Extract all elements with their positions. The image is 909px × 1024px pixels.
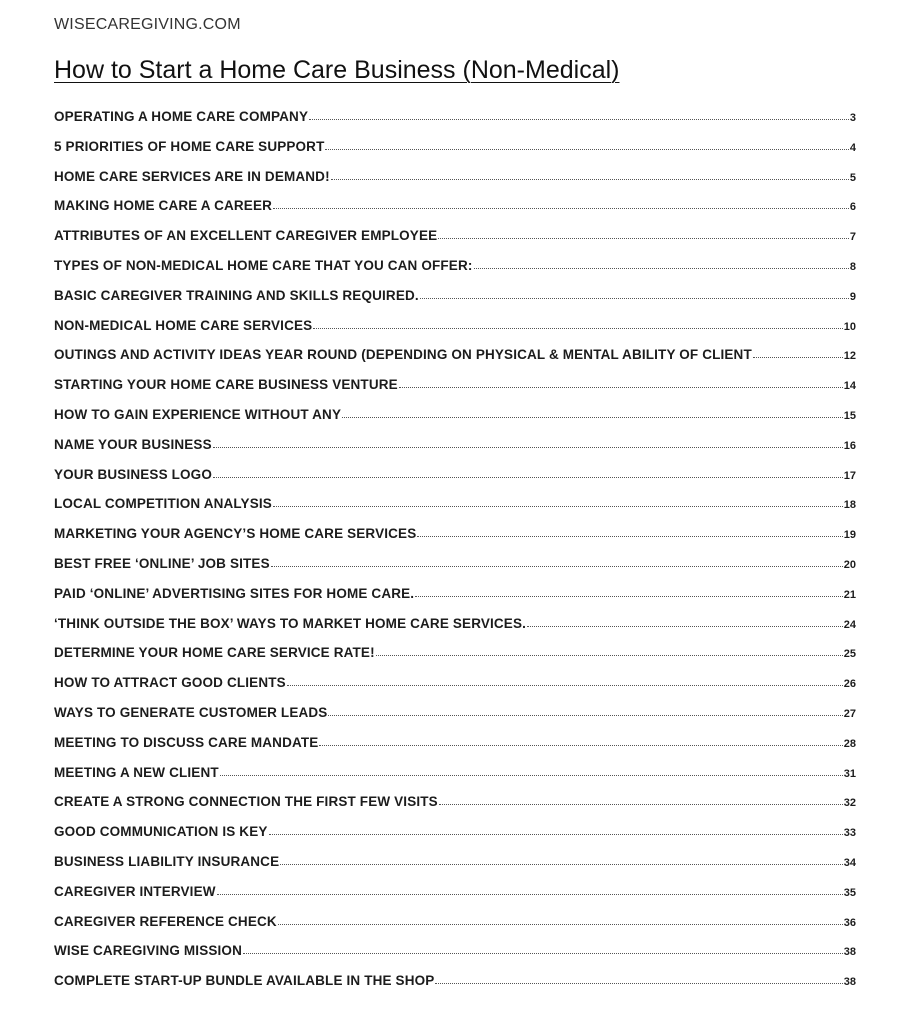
toc-entry-label: MAKING HOME CARE A CAREER [54, 198, 273, 214]
toc-entry[interactable] [54, 526, 856, 556]
toc-entry-label: CAREGIVER INTERVIEW [54, 883, 216, 899]
toc-entry[interactable] [54, 884, 856, 914]
toc-page-number: 26 [843, 678, 856, 691]
toc-entry-label: ‘THINK OUTSIDE THE BOX’ WAYS TO MARKET HOME CARE SERVICES. [54, 615, 527, 631]
toc-entry[interactable] [54, 794, 856, 824]
toc-entry-label: STARTING YOUR HOME CARE BUSINESS VENTURE [54, 377, 398, 393]
toc-page-number: 33 [843, 827, 856, 840]
site-name: WISECAREGIVING.COM [54, 16, 241, 33]
toc-dot-leader [243, 953, 843, 954]
toc-dot-leader [328, 715, 842, 716]
toc-page-number: 25 [843, 648, 856, 661]
toc-dot-leader [319, 745, 842, 746]
toc-dot-leader [269, 834, 843, 835]
toc-dot-leader [342, 417, 843, 418]
toc-entry-label: MARKETING YOUR AGENCY’S HOME CARE SERVICES [54, 526, 417, 542]
toc-entry[interactable] [54, 824, 856, 854]
toc-entry-label: BUSINESS LIABILITY INSURANCE [54, 853, 280, 869]
toc-dot-leader [399, 387, 843, 388]
toc-page-number: 36 [843, 916, 856, 929]
toc-entry-label: GOOD COMMUNICATION IS KEY [54, 824, 268, 840]
document-title: How to Start a Home Care Business (Non-Medical) [54, 56, 620, 84]
toc-dot-leader [220, 775, 843, 776]
toc-entry[interactable] [54, 288, 856, 318]
toc-dot-leader [435, 983, 842, 984]
toc-entry[interactable] [54, 437, 856, 467]
toc-entry-label: BASIC CAREGIVER TRAINING AND SKILLS REQUIRED. [54, 287, 419, 303]
toc-page-number: 28 [843, 737, 856, 750]
toc-entry-label: PAID ‘ONLINE’ ADVERTISING SITES FOR HOME CARE. [54, 585, 415, 601]
toc-dot-leader [376, 655, 843, 656]
toc-entry-label: OUTINGS AND ACTIVITY IDEAS YEAR ROUND (DEPENDING ON PHYSICAL & MENTAL ABILITY OF CLIENT [54, 347, 752, 363]
toc-page-number: 4 [849, 141, 856, 154]
toc-dot-leader [325, 149, 848, 150]
toc-page-number: 7 [849, 231, 856, 244]
toc-dot-leader [273, 506, 843, 507]
toc-entry-label: COMPLETE START-UP BUNDLE AVAILABLE IN THE SHOP [54, 973, 435, 989]
toc-entry-label: NON-MEDICAL HOME CARE SERVICES [54, 317, 313, 333]
toc-entry[interactable] [54, 228, 856, 258]
toc-entry-label: YOUR BUSINESS LOGO [54, 466, 212, 482]
toc-entry[interactable] [54, 735, 856, 765]
toc-dot-leader [278, 924, 843, 925]
toc-entry[interactable] [54, 616, 856, 646]
toc-entry-label: HOW TO GAIN EXPERIENCE WITHOUT ANY [54, 406, 342, 422]
toc-page-number: 31 [843, 767, 856, 780]
toc-page-number: 38 [843, 946, 856, 959]
toc-dot-leader [474, 268, 849, 269]
toc-dot-leader [331, 179, 849, 180]
toc-dot-leader [420, 298, 849, 299]
toc-dot-leader [273, 208, 849, 209]
toc-entry-label: CAREGIVER REFERENCE CHECK [54, 913, 277, 929]
toc-page-number: 21 [843, 588, 856, 601]
toc-dot-leader [217, 894, 843, 895]
table-of-contents [54, 109, 856, 1003]
toc-entry[interactable] [54, 407, 856, 437]
toc-dot-leader [753, 357, 843, 358]
toc-entry-label: HOME CARE SERVICES ARE IN DEMAND! [54, 168, 330, 184]
toc-page-number: 17 [843, 469, 856, 482]
toc-entry[interactable] [54, 765, 856, 795]
toc-dot-leader [439, 804, 843, 805]
toc-entry[interactable] [54, 973, 856, 1003]
toc-entry[interactable] [54, 258, 856, 288]
toc-entry-label: MEETING TO DISCUSS CARE MANDATE [54, 734, 319, 750]
toc-dot-leader [287, 685, 843, 686]
toc-entry[interactable] [54, 467, 856, 497]
toc-dot-leader [213, 477, 843, 478]
toc-entry-label: BEST FREE ‘ONLINE’ JOB SITES [54, 555, 270, 571]
toc-entry-label: DETERMINE YOUR HOME CARE SERVICE RATE! [54, 645, 375, 661]
toc-entry-label: ATTRIBUTES OF AN EXCELLENT CAREGIVER EMPLOYEE [54, 228, 438, 244]
toc-entry-label: LOCAL COMPETITION ANALYSIS [54, 496, 272, 512]
toc-page-number: 9 [849, 290, 856, 303]
toc-entry[interactable] [54, 914, 856, 944]
toc-page-number: 15 [843, 409, 856, 422]
toc-dot-leader [417, 536, 842, 537]
toc-page-number: 27 [843, 707, 856, 720]
toc-entry[interactable] [54, 705, 856, 735]
toc-page-number: 10 [843, 320, 856, 333]
toc-page-number: 35 [843, 886, 856, 899]
toc-page-number: 32 [843, 797, 856, 810]
toc-dot-leader [438, 238, 849, 239]
toc-entry[interactable] [54, 586, 856, 616]
toc-page-number: 34 [843, 856, 856, 869]
toc-entry[interactable] [54, 556, 856, 586]
toc-entry[interactable] [54, 675, 856, 705]
toc-entry-label: 5 PRIORITIES OF HOME CARE SUPPORT [54, 138, 325, 154]
toc-dot-leader [213, 447, 843, 448]
toc-page-number: 24 [843, 618, 856, 631]
toc-page-number: 18 [843, 499, 856, 512]
toc-entry-label: MEETING A NEW CLIENT [54, 764, 219, 780]
toc-dot-leader [313, 328, 842, 329]
toc-entry[interactable] [54, 169, 856, 199]
toc-entry[interactable] [54, 496, 856, 526]
toc-entry[interactable] [54, 854, 856, 884]
toc-page-number: 5 [849, 171, 856, 184]
toc-entry[interactable] [54, 318, 856, 348]
toc-entry[interactable] [54, 109, 856, 139]
toc-dot-leader [280, 864, 843, 865]
toc-dot-leader [527, 626, 843, 627]
toc-entry[interactable] [54, 645, 856, 675]
toc-entry-label: WAYS TO GENERATE CUSTOMER LEADS [54, 704, 328, 720]
toc-page-number: 38 [843, 976, 856, 989]
toc-dot-leader [309, 119, 849, 120]
toc-page-number: 12 [843, 350, 856, 363]
toc-entry[interactable] [54, 139, 856, 169]
toc-entry-label: TYPES OF NON-MEDICAL HOME CARE THAT YOU CAN OFFER: [54, 257, 473, 273]
toc-entry[interactable] [54, 943, 856, 973]
toc-entry-label: OPERATING A HOME CARE COMPANY [54, 109, 309, 124]
toc-entry-label: WISE CAREGIVING MISSION [54, 943, 242, 959]
toc-page-number: 20 [843, 558, 856, 571]
toc-page-number: 14 [843, 380, 856, 393]
toc-page-number: 19 [843, 529, 856, 542]
toc-entry[interactable] [54, 347, 856, 377]
toc-page-number: 8 [849, 260, 856, 273]
toc-dot-leader [415, 596, 843, 597]
toc-page-number: 16 [843, 439, 856, 452]
toc-dot-leader [271, 566, 843, 567]
toc-page-number: 6 [849, 201, 856, 214]
toc-entry-label: NAME YOUR BUSINESS [54, 436, 212, 452]
toc-entry-label: HOW TO ATTRACT GOOD CLIENTS [54, 675, 286, 691]
toc-page-number: 3 [849, 112, 856, 124]
toc-entry-label: CREATE A STRONG CONNECTION THE FIRST FEW VISITS [54, 794, 438, 810]
toc-entry[interactable] [54, 198, 856, 228]
toc-entry[interactable] [54, 377, 856, 407]
